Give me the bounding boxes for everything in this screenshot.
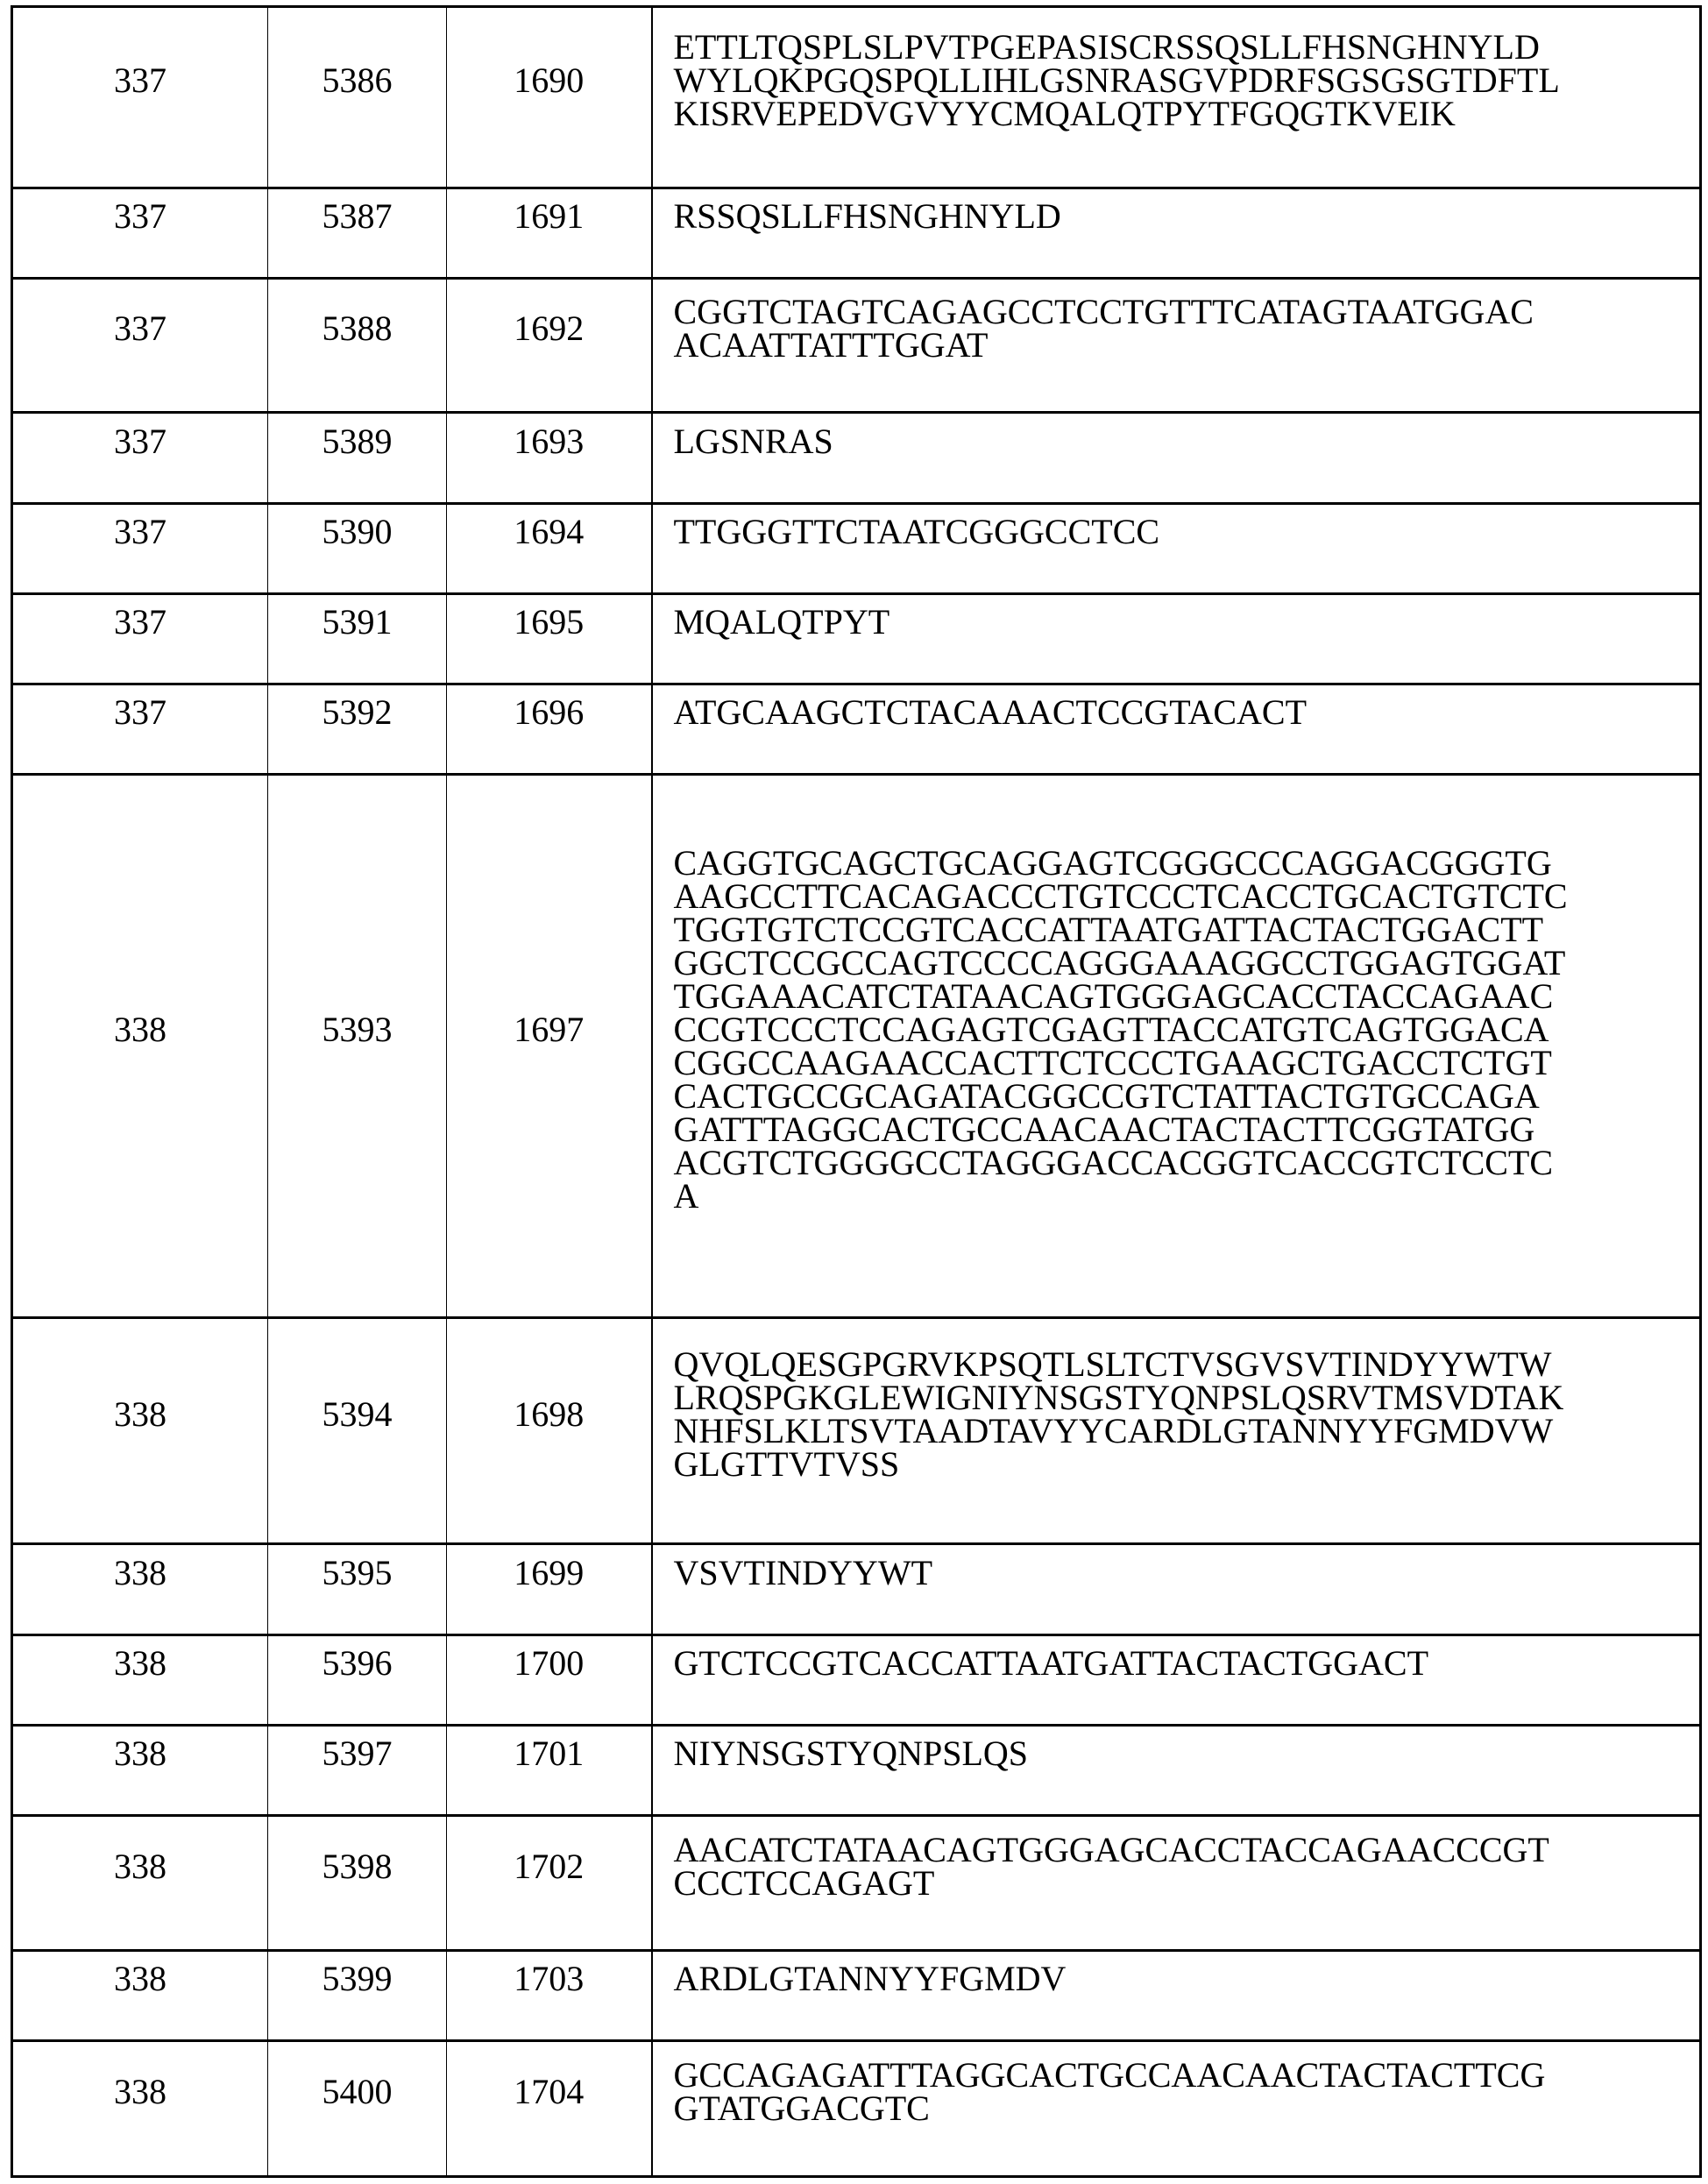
seq-id-cell (268, 2041, 447, 2177)
row-id-cell (12, 413, 268, 504)
ref-id-cell-text: 1703 (447, 1962, 651, 2029)
seq-id-cell-text: 5398 (268, 1850, 446, 1917)
sequence-table-body (12, 7, 1701, 2177)
seq-id-cell (268, 594, 447, 684)
seq-id-cell-text: 5392 (268, 696, 446, 762)
ref-id-cell (447, 1816, 652, 1951)
row-id-cell-text: 337 (13, 200, 267, 266)
sequence-line: GTATGGACGTC (674, 2092, 1700, 2125)
sequence-line: ATGCAAGCTCTACAAACTCCGTACACT (674, 696, 1700, 729)
sequence-line: LGSNRAS (674, 425, 1700, 458)
seq-id-cell (268, 279, 447, 413)
table-row (12, 279, 1701, 413)
ref-id-cell (447, 188, 652, 279)
ref-id-cell (447, 1726, 652, 1816)
seq-id-cell (268, 1318, 447, 1544)
ref-id-cell-text: 1698 (447, 1398, 651, 1464)
ref-id-cell (447, 1544, 652, 1635)
sequence-table (11, 5, 1702, 2178)
sequence-line: TTGGGTTCTAATCGGGCCTCC (674, 515, 1700, 549)
row-id-cell-text: 337 (13, 515, 267, 582)
row-id-cell-text: 337 (13, 425, 267, 492)
table-row (12, 594, 1701, 684)
sequence-line: NHFSLKLTSVTAADTAVYYCARDLGTANNYYFGMDVW (674, 1415, 1700, 1448)
table-row (12, 188, 1701, 279)
seq-id-cell (268, 7, 447, 188)
table-row (12, 1726, 1701, 1816)
sequence-line: CACTGCCGCAGATACGGCCGTCTATTACTGTGCCAGA (674, 1080, 1700, 1113)
seq-id-cell-text: 5389 (268, 425, 446, 492)
sequence-line: RSSQSLLFHSNGHNYLD (674, 200, 1700, 233)
sequence-line: GTCTCCGTCACCATTAATGATTACTACTGGACT (674, 1647, 1700, 1680)
row-id-cell-text: 338 (13, 1737, 267, 1804)
sequence-cell (652, 684, 1701, 775)
seq-id-cell-text: 5387 (268, 200, 446, 266)
seq-id-cell-text: 5390 (268, 515, 446, 582)
sequence-line: AACATCTATAACAGTGGGAGCACCTACCAGAACCCGT (674, 1833, 1700, 1867)
seq-id-cell-text: 5396 (268, 1647, 446, 1713)
sequence-cell (652, 413, 1701, 504)
row-id-cell-text: 337 (13, 606, 267, 672)
table-row (12, 684, 1701, 775)
ref-id-cell-text: 1696 (447, 696, 651, 762)
sequence-line: CGGCCAAGAACCACTTCTCCCTGAAGCTGACCTCTGT (674, 1046, 1700, 1080)
sequence-line: LRQSPGKGLEWIGNIYNSGSTYQNPSLQSRVTMSVDTAK (674, 1381, 1700, 1415)
sequence-cell (652, 188, 1701, 279)
row-id-cell-text: 338 (13, 1962, 267, 2029)
sequence-line: ETTLTQSPLSLPVTPGEPASISCRSSQSLLFHSNGHNYLD (674, 31, 1700, 64)
sequence-line: GGCTCCGCCAGTCCCCAGGGAAAGGCCTGGAGTGGAT (674, 947, 1700, 980)
row-id-cell (12, 279, 268, 413)
ref-id-cell (447, 1951, 652, 2041)
table-row (12, 1544, 1701, 1635)
seq-id-cell (268, 1951, 447, 2041)
row-id-cell-text: 337 (13, 312, 267, 379)
seq-id-cell (268, 1726, 447, 1816)
row-id-cell (12, 1726, 268, 1816)
row-id-cell-text: 338 (13, 1647, 267, 1713)
table-row (12, 1635, 1701, 1726)
sequence-line: ACAATTATTTGGAT (674, 329, 1700, 362)
table-row (12, 1816, 1701, 1951)
ref-id-cell (447, 1635, 652, 1726)
ref-id-cell-text: 1701 (447, 1737, 651, 1804)
sequence-line: TGGAAACATCTATAACAGTGGGAGCACCTACCAGAAC (674, 980, 1700, 1013)
sequence-cell (652, 504, 1701, 594)
sequence-cell (652, 1318, 1701, 1544)
sequence-line: QVQLQESGPGRVKPSQTLSLTCTVSGVSVTINDYYWTW (674, 1348, 1700, 1381)
sequence-line: A (674, 1180, 1700, 1213)
ref-id-cell (447, 775, 652, 1318)
sequence-line: NIYNSGSTYQNPSLQS (674, 1737, 1700, 1770)
sequence-line: CCCTCCAGAGT (674, 1867, 1700, 1900)
ref-id-cell (447, 1318, 652, 1544)
seq-id-cell-text: 5399 (268, 1962, 446, 2029)
sequence-cell (652, 1951, 1701, 2041)
sequence-line: GLGTTVTVSS (674, 1448, 1700, 1481)
ref-id-cell-text: 1695 (447, 606, 651, 672)
sequence-cell (652, 279, 1701, 413)
row-id-cell (12, 684, 268, 775)
sequence-cell (652, 1816, 1701, 1951)
seq-id-cell-text: 5395 (268, 1556, 446, 1623)
seq-id-cell (268, 188, 447, 279)
sequence-line: CAGGTGCAGCTGCAGGAGTCGGGCCCAGGACGGGTG (674, 847, 1700, 880)
row-id-cell (12, 1816, 268, 1951)
sequence-cell (652, 2041, 1701, 2177)
table-row (12, 1318, 1701, 1544)
row-id-cell-text: 338 (13, 1850, 267, 1917)
row-id-cell (12, 594, 268, 684)
sequence-line: WYLQKPGQSPQLLIHLGSNRASGVPDRFSGSGSGTDFTL (674, 64, 1700, 97)
sequence-line: GATTTAGGCACTGCCAACAACTACTACTTCGGTATGG (674, 1113, 1700, 1146)
row-id-cell (12, 504, 268, 594)
sequence-line: KISRVEPEDVGVYYCMQALQTPYTFGQGTKVEIK (674, 97, 1700, 131)
row-id-cell (12, 2041, 268, 2177)
row-id-cell (12, 7, 268, 188)
ref-id-cell (447, 504, 652, 594)
sequence-line: CCGTCCCTCCAGAGTCGAGTTACCATGTCAGTGGACA (674, 1013, 1700, 1046)
row-id-cell (12, 1951, 268, 2041)
seq-id-cell-text: 5386 (268, 64, 446, 131)
sequence-line: ARDLGTANNYYFGMDV (674, 1962, 1700, 1996)
ref-id-cell-text: 1693 (447, 425, 651, 492)
seq-id-cell-text: 5400 (268, 2075, 446, 2142)
ref-id-cell (447, 684, 652, 775)
row-id-cell-text: 338 (13, 1013, 267, 1080)
table-row (12, 7, 1701, 188)
sequence-line: VSVTINDYYWT (674, 1556, 1700, 1590)
sequence-cell (652, 1726, 1701, 1816)
ref-id-cell-text: 1702 (447, 1850, 651, 1917)
sequence-cell (652, 7, 1701, 188)
ref-id-cell-text: 1694 (447, 515, 651, 582)
row-id-cell (12, 775, 268, 1318)
seq-id-cell (268, 1544, 447, 1635)
seq-id-cell-text: 5391 (268, 606, 446, 672)
seq-id-cell (268, 504, 447, 594)
row-id-cell-text: 337 (13, 64, 267, 131)
ref-id-cell-text: 1691 (447, 200, 651, 266)
seq-id-cell (268, 413, 447, 504)
ref-id-cell-text: 1697 (447, 1013, 651, 1080)
ref-id-cell-text: 1692 (447, 312, 651, 379)
ref-id-cell (447, 2041, 652, 2177)
ref-id-cell-text: 1700 (447, 1647, 651, 1713)
table-row (12, 2041, 1701, 2177)
seq-id-cell (268, 1635, 447, 1726)
ref-id-cell (447, 7, 652, 188)
sequence-cell (652, 1544, 1701, 1635)
sequence-line: TGGTGTCTCCGTCACCATTAATGATTACTACTGGACTT (674, 913, 1700, 947)
seq-id-cell (268, 775, 447, 1318)
ref-id-cell-text: 1699 (447, 1556, 651, 1623)
row-id-cell-text: 338 (13, 1398, 267, 1464)
sequence-cell (652, 775, 1701, 1318)
ref-id-cell (447, 413, 652, 504)
ref-id-cell-text: 1690 (447, 64, 651, 131)
sequence-line: MQALQTPYT (674, 606, 1700, 639)
table-row (12, 775, 1701, 1318)
ref-id-cell (447, 594, 652, 684)
row-id-cell (12, 1318, 268, 1544)
row-id-cell (12, 1544, 268, 1635)
sequence-cell (652, 1635, 1701, 1726)
sequence-cell (652, 594, 1701, 684)
table-row (12, 413, 1701, 504)
row-id-cell (12, 1635, 268, 1726)
sequence-line: ACGTCTGGGGCCTAGGGACCACGGTCACCGTCTCCTC (674, 1146, 1700, 1180)
sequence-line: CGGTCTAGTCAGAGCCTCCTGTTTCATAGTAATGGAC (674, 295, 1700, 329)
row-id-cell-text: 338 (13, 1556, 267, 1623)
ref-id-cell (447, 279, 652, 413)
table-row (12, 1951, 1701, 2041)
row-id-cell (12, 188, 268, 279)
row-id-cell-text: 338 (13, 2075, 267, 2142)
sequence-line: AAGCCTTCACAGACCCTGTCCCTCACCTGCACTGTCTC (674, 880, 1700, 913)
seq-id-cell-text: 5393 (268, 1013, 446, 1080)
row-id-cell-text: 337 (13, 696, 267, 762)
seq-id-cell-text: 5394 (268, 1398, 446, 1464)
seq-id-cell-text: 5397 (268, 1737, 446, 1804)
seq-id-cell-text: 5388 (268, 312, 446, 379)
ref-id-cell-text: 1704 (447, 2075, 651, 2142)
seq-id-cell (268, 1816, 447, 1951)
sequence-line: GCCAGAGATTTAGGCACTGCCAACAACTACTACTTCG (674, 2059, 1700, 2092)
seq-id-cell (268, 684, 447, 775)
table-row (12, 504, 1701, 594)
